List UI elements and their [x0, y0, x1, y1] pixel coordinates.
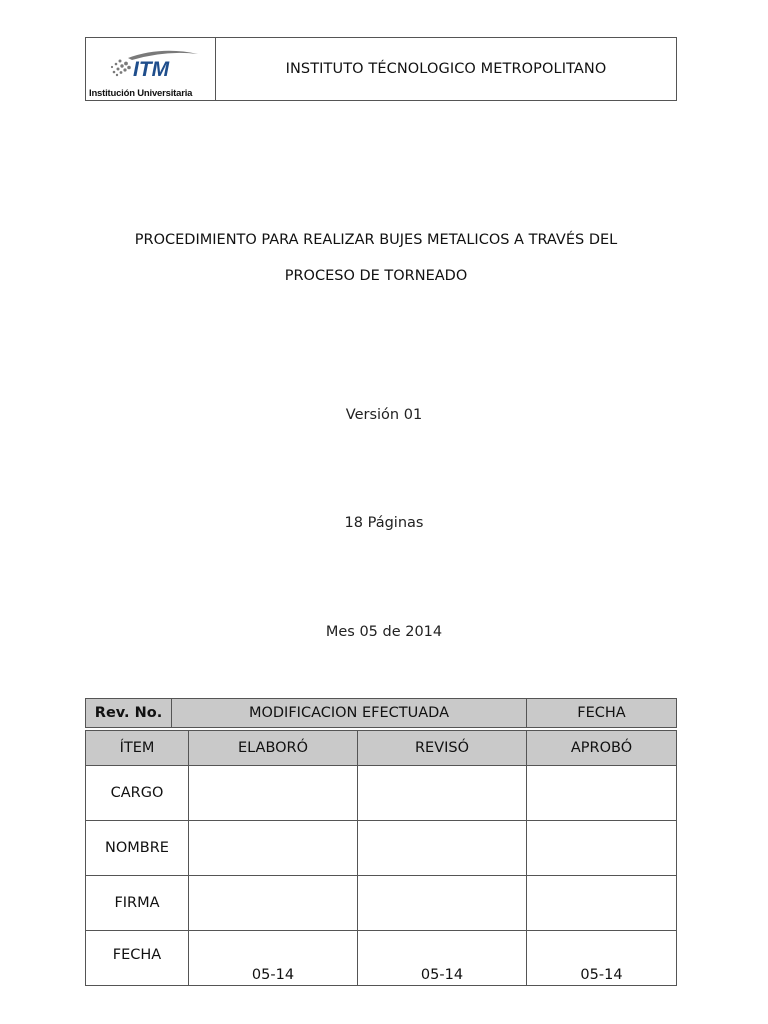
table-row	[86, 931, 676, 985]
svg-text:ITM: ITM	[133, 58, 170, 80]
table-row	[86, 766, 676, 821]
document-title	[70, 222, 682, 294]
modification-header: MODIFICACION EFECTUADA	[172, 699, 527, 727]
row-label-cargo: CARGO	[86, 766, 189, 820]
itm-logo	[106, 48, 206, 80]
fecha-reviso-cell: 05-14	[358, 931, 527, 985]
revision-table	[85, 698, 677, 728]
logo-caption: Institución Universitaria	[89, 88, 193, 99]
cargo-aprobo-cell	[527, 766, 676, 820]
revision-date-header: FECHA	[577, 705, 626, 721]
nombre-elaboro-cell	[189, 821, 358, 875]
document-date: Mes 05 de 2014	[325, 624, 443, 640]
firma-elaboro-cell	[189, 876, 358, 930]
approval-header-row	[86, 731, 676, 766]
fecha-aprobo-cell: 05-14	[580, 967, 623, 983]
rev-no-header: Rev. No.	[86, 699, 172, 727]
table-row	[86, 876, 676, 931]
header-aprobo: APROBÓ	[570, 740, 633, 756]
header-elaboro: ELABORÓ	[189, 731, 358, 765]
table-row	[86, 821, 676, 876]
institution-name: INSTITUTO TÉCNOLOGICO METROPOLITANO	[285, 61, 607, 77]
row-label-nombre: NOMBRE	[86, 821, 189, 875]
fecha-elaboro-cell: 05-14	[189, 931, 358, 985]
row-label-firma: FIRMA	[86, 876, 189, 930]
row-label-fecha: FECHA	[86, 931, 189, 985]
version-label: Versión 01	[345, 407, 423, 423]
header-reviso: REVISÓ	[358, 731, 527, 765]
firma-reviso-cell	[358, 876, 527, 930]
logo-cell	[86, 38, 216, 100]
approval-table	[85, 730, 677, 986]
firma-aprobo-cell	[527, 876, 676, 930]
title-line-1: PROCEDIMIENTO PARA REALIZAR BUJES METALICOS A TRAVÉS DEL	[134, 232, 618, 248]
nombre-reviso-cell	[358, 821, 527, 875]
document-header	[85, 37, 677, 101]
title-line-2: PROCESO DE TORNEADO	[284, 268, 468, 284]
page-count: 18 Páginas	[344, 515, 424, 531]
cargo-elaboro-cell	[189, 766, 358, 820]
cargo-reviso-cell	[358, 766, 527, 820]
nombre-aprobo-cell	[527, 821, 676, 875]
header-item: ÍTEM	[86, 731, 189, 765]
